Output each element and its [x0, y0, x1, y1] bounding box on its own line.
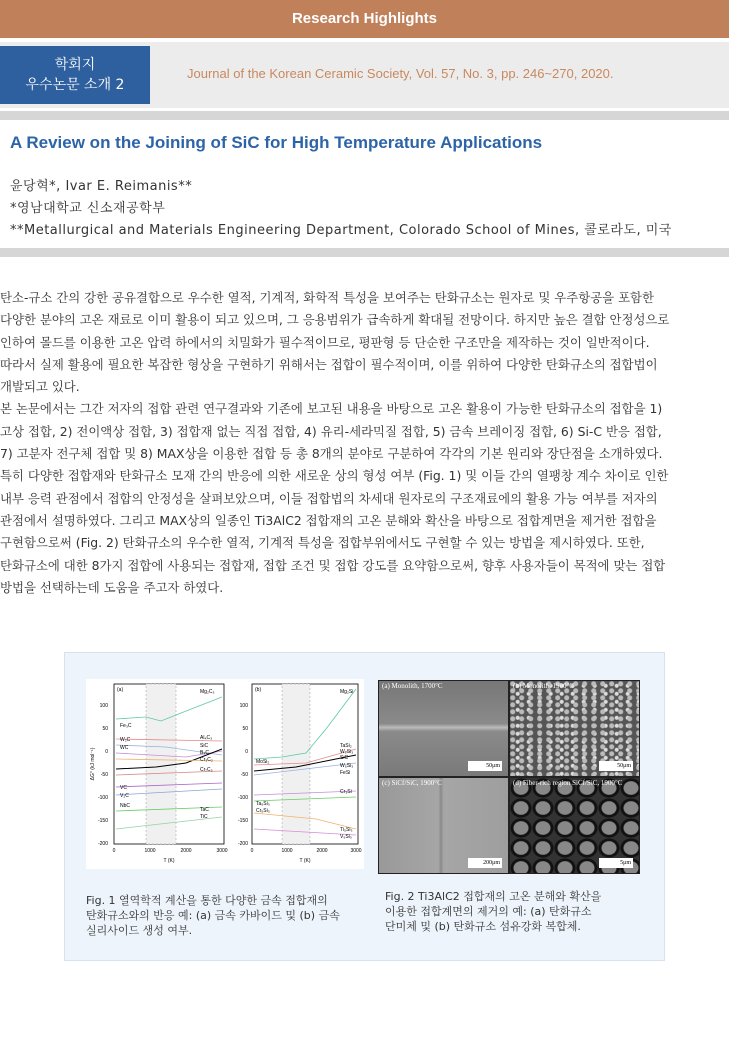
series-label: WC — [120, 745, 129, 751]
divider — [0, 248, 729, 257]
panel-a-label: (a) — [117, 687, 124, 693]
figure-1-image — [86, 679, 364, 869]
x-tick-label: 1000 — [281, 848, 293, 854]
scale-bar: 5μm — [599, 858, 633, 868]
y-tick-label: -100 — [97, 795, 108, 801]
y-tick-label: 100 — [99, 703, 108, 709]
article-authors: 윤당혁*, Ivar E. Reimanis** — [10, 179, 193, 194]
series-label: Mg₂C₃ — [200, 689, 215, 695]
series-label: V₂C — [120, 793, 129, 799]
text-line: 따라서 실제 활용에 필요한 복잡한 형상을 구현하기 위해서는 접합이 필수적이며, 이를 위하여 다양한 탄화규소의 접합법이 — [0, 356, 658, 372]
series-label: Cr₃C₂ — [200, 757, 213, 763]
x-axis-label: T (K) — [299, 858, 311, 864]
y-tick-label: 0 — [105, 749, 108, 755]
y-tick-label: -150 — [237, 818, 248, 824]
series-label: Mg₂Si — [340, 689, 354, 695]
text-line: 개발되고 있다. — [0, 379, 80, 395]
series-label: W₅Si₃ — [340, 749, 354, 755]
series-label: TiC — [200, 814, 208, 820]
series-label: Fe₃C — [120, 723, 132, 729]
series-label: Cr₇C₃ — [200, 767, 213, 773]
text-line: 방법을 선택하는데 도움을 주고자 하였다. — [0, 579, 224, 595]
best-paper-badge — [0, 46, 150, 104]
series-label: SiC — [200, 743, 209, 749]
scale-bar: 50μm — [468, 761, 502, 771]
text-line: 7) 고분자 전구체 접합 및 8) MAX상을 이용한 접합 등 총 8개의 분야로 구분하여 각각의 기본 원리와 장단점을 소개하였다. — [0, 446, 663, 462]
x-tick-label: 0 — [112, 848, 116, 854]
x-tick-label: 1000 — [144, 848, 156, 854]
x-tick-label: 0 — [250, 848, 254, 854]
caption-line: 탄화규소와의 반응 예: (a) 금속 카바이드 및 (b) 금속 — [86, 909, 340, 922]
series-label: Ti₅Si₃ — [340, 827, 353, 833]
x-tick-label: 3000 — [216, 848, 228, 854]
paragraph-2 — [0, 398, 729, 599]
y-axis-label: ΔG° (kJ mol⁻¹) — [90, 747, 96, 781]
caption-line: 단미체 및 (b) 탄화규소 섬유강화 복합체. — [385, 920, 581, 933]
sem-panel-a — [379, 681, 508, 776]
sem-panel-b — [510, 681, 639, 776]
text-line: 탄소-규소 간의 강한 공유결합으로 우수한 열적, 기계적, 화학적 특성을 보여주는 탄화규소는 원자로 및 우주항공을 포함한 — [0, 290, 654, 305]
text-line: 내부 응력 관점에서 접합의 안정성을 살펴보았으며, 이들 접합법의 차세대 원자로의 구조재료에의 활용 가능 여부를 저자의 — [0, 490, 658, 506]
y-tick-label: -150 — [97, 818, 108, 824]
caption-line: 실리사이드 생성 여부. — [86, 924, 193, 937]
x-axis-label: T (K) — [163, 858, 175, 864]
sem-panel-label: (d) Fiber-rich region SiCf/SiC, 1900°C — [513, 779, 623, 787]
affiliation-2: **Metallurgical and Materials Engineering Department, Colorado School of Mines, 콜로라도, 미국 — [10, 223, 672, 238]
figure-2-image — [378, 680, 640, 874]
y-tick-label: 50 — [102, 726, 108, 732]
x-tick-label: 2000 — [180, 848, 192, 854]
journal-row — [0, 42, 729, 108]
sem-panel-d — [510, 778, 639, 873]
y-tick-label: -200 — [97, 841, 108, 847]
series-label: TaSi₂ — [340, 743, 352, 749]
y-tick-label: 0 — [245, 749, 248, 755]
caption-line: 이용한 접합계면의 제거의 예: (a) 탄화규소 — [385, 905, 592, 918]
text-line: 특히 다양한 접합재와 탄화규소 모재 간의 반응에 의한 새로운 상의 형성 여부 (Fig. 1) 및 이들 간의 열팽창 계수 차이로 인한 — [0, 468, 669, 484]
series-label: W₅Si₃ — [340, 763, 354, 769]
series-label: SiC — [340, 755, 349, 761]
text-line: 다양한 분야의 고온 재료로 이미 활용이 되고 있으며, 그 응용범위가 급속하게 확대될 전망이다. 하지만 높은 결합 안정성으로 — [0, 312, 670, 328]
series-label: FeSi — [340, 770, 351, 776]
article-title: A Review on the Joining of SiC for High Temperature Applications — [10, 133, 543, 152]
y-tick-label: -50 — [240, 772, 248, 778]
figure-panel — [64, 652, 665, 961]
series-label: Cr₅Si₃ — [256, 808, 270, 814]
panel-b-label: (b) — [255, 687, 262, 693]
paragraph-1 — [0, 287, 729, 398]
badge-line1: 학회지 — [54, 57, 96, 73]
figure-1-caption — [86, 893, 366, 938]
badge-line2: 우수논문 소개 2 — [25, 77, 125, 93]
caption-line: Fig. 2 Ti3AlC2 접합재의 고온 분해와 확산을 — [385, 890, 602, 903]
y-tick-label: -100 — [237, 795, 248, 801]
series-label: NbC — [120, 803, 131, 809]
y-tick-label: -200 — [237, 841, 248, 847]
series-label: Al₄C₃ — [200, 735, 213, 741]
series-label: TaC — [200, 807, 209, 813]
sem-panel-c — [379, 778, 508, 873]
y-tick-label: 100 — [239, 703, 248, 709]
series-label: B₄C — [200, 750, 209, 756]
series-label: MoSi₂ — [256, 759, 270, 765]
x-tick-label: 3000 — [350, 848, 362, 854]
article-body — [0, 287, 729, 599]
text-line: 구현함으로써 (Fig. 2) 탄화규소의 우수한 열적, 기계적 특성을 접합부위에서도 구현할 수 있는 방법을 제시하였다. 또한, — [0, 535, 645, 551]
series-label: Cr₃Si — [340, 789, 352, 795]
sem-panel-label: (a) Monolith, 1700°C — [382, 682, 443, 690]
affiliation-1: *영남대학교 신소재공학부 — [10, 201, 166, 216]
y-tick-label: -50 — [100, 772, 108, 778]
text-line: 고상 접합, 2) 전이액상 접합, 3) 접합재 없는 직접 접합, 4) 유리-세라믹질 접합, 5) 금속 브레이징 접합, 6) Si-C 반응 접합, — [0, 423, 662, 439]
scale-bar: 50μm — [599, 761, 633, 771]
series-label: W₂C — [120, 737, 131, 743]
text-line: 본 논문에서는 그간 저자의 접합 관련 연구결과와 기존에 보고된 내용을 바탕으로 고온 활용이 가능한 탄화규소의 접합을 1) — [0, 401, 663, 417]
scale-bar: 200μm — [468, 858, 502, 868]
series-label: V₅Si₃ — [340, 834, 352, 840]
section-banner: Research Highlights — [0, 0, 729, 38]
sem-panel-label: (c) SiCf/SiC, 1900°C — [382, 779, 442, 787]
y-tick-label: 50 — [242, 726, 248, 732]
text-line: 탄화규소에 대한 8가지 접합에 사용되는 접합재, 접합 조건 및 접합 강도를 요약함으로써, 향후 사용자들이 목적에 맞는 접합 — [0, 557, 666, 573]
divider — [0, 111, 729, 120]
caption-line: Fig. 1 열역학적 계산을 통한 다양한 금속 접합재의 — [86, 894, 328, 907]
sem-panel-label: (b) Monolith, 1900°C — [513, 682, 574, 690]
text-line: 관점에서 설명하였다. 그리고 MAX상의 일종인 Ti3AlC2 접합재의 고온 분해와 확산을 바탕으로 접합계면을 제거한 접합을 — [0, 512, 657, 528]
figure-1-plots — [86, 679, 364, 869]
text-line: 인하여 몰드를 이용한 고온 압력 하에서의 치밀화가 필수적이므로, 평판형 등 단순한 구조만을 제작하는 것이 일반적이다. — [0, 334, 650, 350]
series-label: VC — [120, 785, 127, 791]
x-tick-label: 2000 — [316, 848, 328, 854]
figure-2-caption — [385, 889, 645, 934]
series-label: Ta₅Si₃ — [256, 801, 270, 807]
journal-citation: Journal of the Korean Ceramic Society, Vol. 57, No. 3, pp. 246~270, 2020. — [187, 66, 614, 81]
